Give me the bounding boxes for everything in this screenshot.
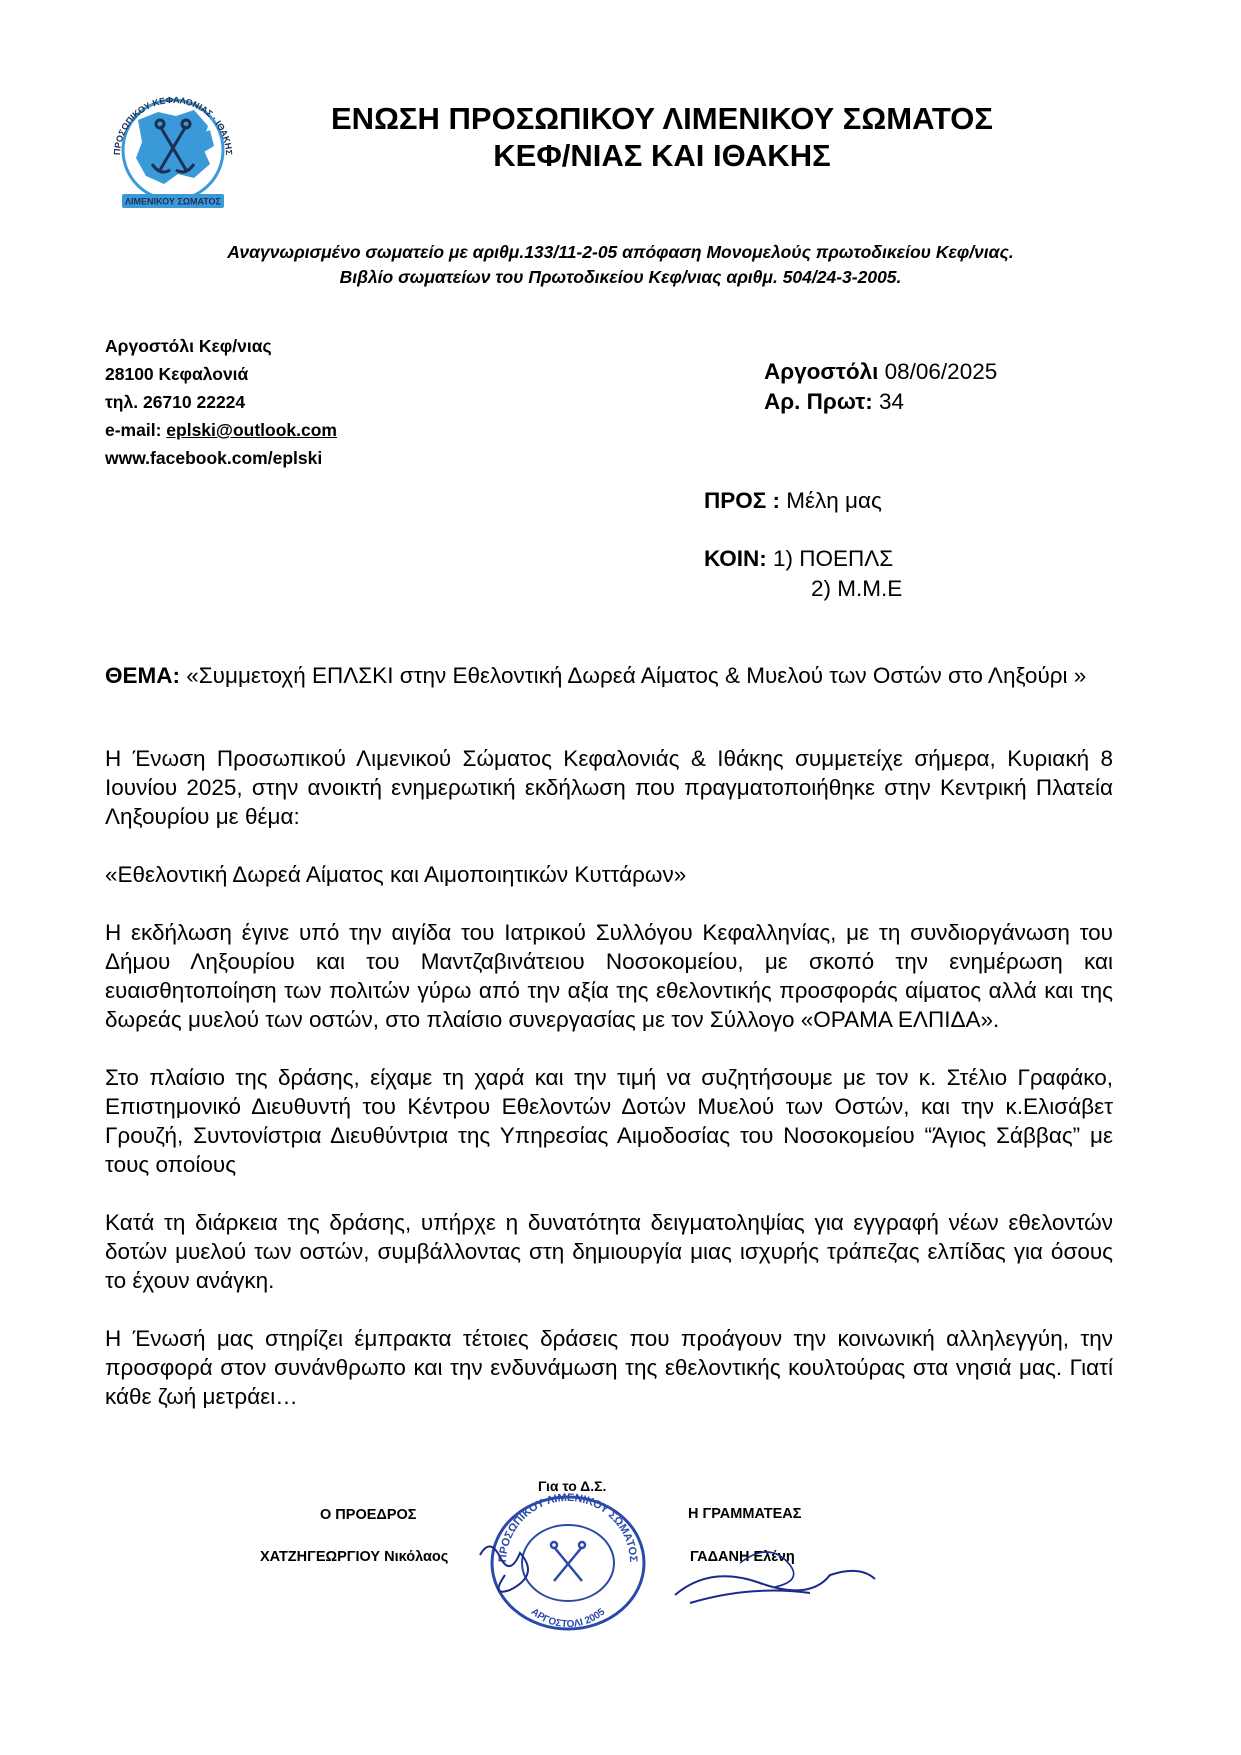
recipient-to bbox=[704, 486, 882, 516]
email-label: e-mail: bbox=[105, 420, 167, 440]
cc-row-1 bbox=[704, 544, 902, 574]
address-phone: τηλ. 26710 22224 bbox=[105, 392, 246, 412]
secretary-name: ΓΑΔΑΝΗ Ελένη bbox=[690, 1549, 795, 1565]
for-board-label: Για το Δ.Σ. bbox=[538, 1478, 607, 1494]
website-link[interactable]: www.facebook.com/eplski bbox=[105, 448, 323, 468]
svg-text:ΠΡΟΣΩΠΙΚΟΥ ΛΙΜΕΝΙΚΟΥ ΣΩΜΑΤΟΣ: ΠΡΟΣΩΠΙΚΟΥ ΛΙΜΕΝΙΚΟΥ ΣΩΜΑΤΟΣ bbox=[496, 1491, 640, 1563]
address-city: Αργοστόλι Κεφ/νιας bbox=[105, 336, 272, 356]
recognition-line-1: Αναγνωρισμένο σωματείο με αριθμ.133/11-2-05 απόφαση Μονομελούς πρωτοδικείου Κεφ/νιας. bbox=[227, 242, 1014, 262]
address-block bbox=[105, 332, 337, 472]
address-postal: 28100 Κεφαλονιά bbox=[105, 364, 249, 384]
title-line-2: ΚΕΦ/ΝΙΑΣ ΚΑΙ ΙΘΑΚΗΣ bbox=[493, 138, 831, 173]
body-paragraph: Η Ένωση Προσωπικού Λιμενικού Σώματος Κεφαλονιάς & Ιθάκης συμμετείχε σήμερα, Κυριακή 8 Ιουνίου 2025, στην ανοικτή ενημερωτική εκδήλωση που πραγματοποιήθηκε στην Κεντρική Πλατεία Ληξουρίου με θέμα: bbox=[105, 746, 1113, 829]
date-protocol-block bbox=[764, 357, 997, 417]
recognition-notice bbox=[60, 240, 1181, 290]
secretary-title: Η ΓΡΑΜΜΑΤΕΑΣ bbox=[688, 1506, 802, 1522]
cc-item-1: 1) ΠΟΕΠΛΣ bbox=[766, 546, 894, 571]
body-paragraph: Η εκδήλωση έγινε υπό την αιγίδα του Ιατρικού Συλλόγου Κεφαλληνίας, με τη συνδιοργάνωση του Δήμου Ληξουρίου και του Μαντζαβινάτειου Νοσοκομείου, με σκοπό την ενημέρωση και ευαισθητοποίηση των πολιτών γύρω από την αξία της εθελοντικής προσφοράς αίματος αλλά και της δωρεάς μυελού των οστών, στο πλαίσιο συνεργασίας με τον Σύλλογο «ΟΡΑΜΑ ΕΛΠΙΔΑ». bbox=[105, 920, 1113, 1032]
email-link[interactable]: eplski@outlook.com bbox=[166, 420, 337, 440]
recognition-line-2: Βιβλίο σωματείων του Πρωτοδικείου Κεφ/νιας αριθμ. 504/24-3-2005. bbox=[339, 267, 902, 287]
president-name: ΧΑΤΖΗΓΕΩΡΓΙΟΥ Νικόλαος bbox=[260, 1549, 449, 1565]
body-paragraph: «Εθελοντική Δωρεά Αίματος και Αιμοποιητικών Κυττάρων» bbox=[105, 862, 687, 887]
subject-line bbox=[105, 661, 1086, 691]
protocol-row bbox=[764, 387, 997, 417]
president-title: Ο ΠΡΟΕΔΡΟΣ bbox=[320, 1507, 417, 1523]
organization-title bbox=[262, 100, 1062, 174]
date-value: 08/06/2025 bbox=[878, 359, 998, 384]
subject-label: ΘΕΜΑ: bbox=[105, 663, 180, 688]
to-value: Μέλη μας bbox=[780, 488, 882, 513]
letter-body bbox=[105, 744, 1113, 1440]
cc-item-2: 2) Μ.Μ.Ε bbox=[811, 576, 903, 601]
subject-text: «Συμμετοχή ΕΠΛΣΚΙ στην Εθελοντική Δωρεά Αίματος & Μυελού των Οστών στο Ληξούρι » bbox=[180, 663, 1087, 688]
svg-text:ΛΙΜΕΝΙΚΟΥ ΣΩΜΑΤΟΣ: ΛΙΜΕΝΙΚΟΥ ΣΩΜΑΤΟΣ bbox=[125, 196, 221, 207]
protocol-value: 34 bbox=[872, 389, 905, 414]
svg-text:ΠΡΟΣΩΠΙΚΟΥ ΚΕΦΑΛΟΝΙΑΣ · ΙΘΑΚΗΣ: ΠΡΟΣΩΠΙΚΟΥ ΚΕΦΑΛΟΝΙΑΣ · ΙΘΑΚΗΣ bbox=[111, 94, 235, 156]
to-label: ΠΡΟΣ : bbox=[704, 488, 781, 513]
protocol-label: Αρ. Πρωτ: bbox=[764, 389, 873, 414]
body-paragraph: Κατά τη διάρκεια της δράσης, υπήρχε η δυνατότητα δειγματοληψίας για εγγραφή νέων εθελοντών δοτών μυελού των οστών, συμβάλλοντας στη δημιουργία μιας ισχυρής τράπεζας ελπίδας για όσους το έχουν ανάγκη. bbox=[105, 1210, 1113, 1293]
date-row bbox=[764, 357, 997, 387]
handwritten-signatures bbox=[430, 1535, 880, 1615]
organization-logo bbox=[98, 86, 248, 210]
body-paragraph: Στο πλαίσιο της δράσης, είχαμε τη χαρά και την τιμή να συζητήσουμε με τον κ. Στέλιο Γραφάκο, Επιστημονικό Διευθυντή του Κέντρου Εθελοντών Δοτών Μυελού των Οστών, και την κ.Ελισάβετ Γρουζή, Συντονίστρια Διευθύντρια της Υπηρεσίας Αιμοδοσίας του Νοσοκομείου “Άγιος Σάββας” με τους οποίους bbox=[105, 1065, 1113, 1177]
recipient-cc bbox=[704, 544, 902, 604]
body-paragraph: Η Ένωσή μας στηρίζει έμπρακτα τέτοιες δράσεις που προάγουν την κοινωνική αλληλεγγύη, την προσφορά στον συνάνθρωπο και την ενδυνάμωση της εθελοντικής κουλτούρας στα νησιά μας. Γιατί κάθε ζωή μετράει… bbox=[105, 1326, 1113, 1409]
cc-label: ΚΟΙΝ: bbox=[704, 546, 767, 571]
svg-text:ΑΡΓΟΣΤΟΛΙ 2005: ΑΡΓΟΣΤΟΛΙ 2005 bbox=[528, 1606, 608, 1631]
address-email-row bbox=[105, 416, 337, 444]
title-line-1: ΕΝΩΣΗ ΠΡΟΣΩΠΙΚΟΥ ΛΙΜΕΝΙΚΟΥ ΣΩΜΑΤΟΣ bbox=[331, 101, 993, 136]
date-label: Αργοστόλι bbox=[764, 359, 879, 384]
